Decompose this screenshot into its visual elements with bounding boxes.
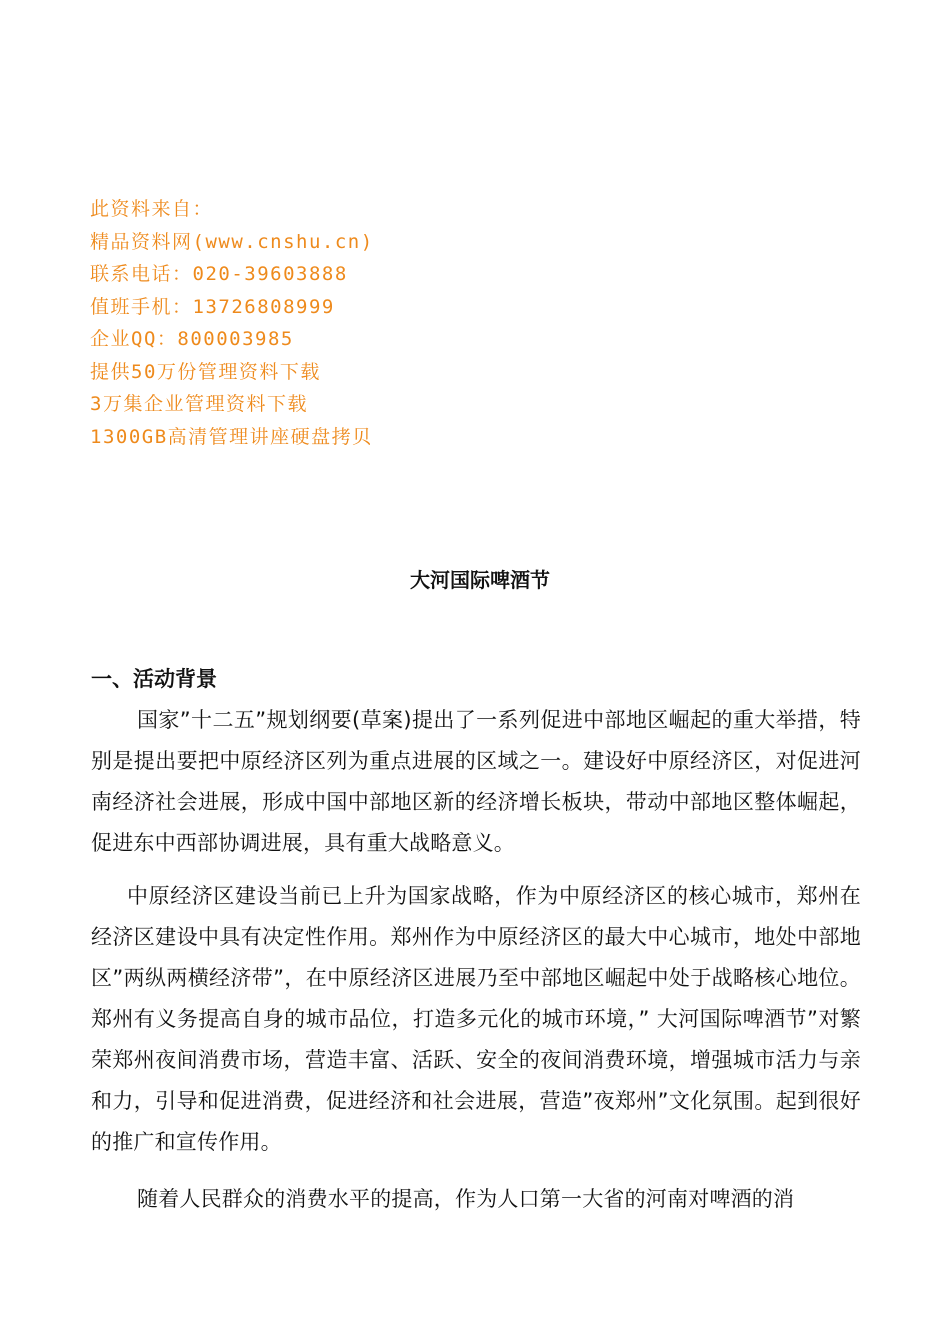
phone-line: 联系电话：020-39603888 xyxy=(90,263,348,285)
document-title: 大河国际啤酒节 xyxy=(410,568,550,592)
mobile-line: 值班手机：13726808999 xyxy=(90,295,335,318)
paragraph-2: 中原经济区建设当前已上升为国家战略，作为中原经济区的核心城市，郑州在经济区建设中具有决定性作用。郑州作为中原经济区的最大中心城市，地处中部地区”两纵两横经济带”，在中原经济区进展乃至中部地区崛起中处于战略核心地位。郑州有义务提高自身的城市品位，打造多元化的城市环境，” 大河国际啤酒节”对繁荣郑州夜间消费市场，营造丰富、活跃、安全的夜间消费环境，增强城市活力与亲和力，引导和促进消费，促进经济和社会进展，营造”夜郑州”文化氛围。起到很好的推广和宣传作用。 xyxy=(91,884,861,1154)
source-info-block xyxy=(90,193,490,453)
qq-line: 企业QQ：800003985 xyxy=(90,328,294,350)
offer-line-2: 3万集企业管理资料下载 xyxy=(90,393,308,415)
source-line: 此资料来自： xyxy=(90,198,214,220)
paragraph-1: 国家”十二五”规划纲要(草案)提出了一系列促进中部地区崛起的重大举措，特别是提出要把中原经济区列为重点进展的区域之一。建设好中原经济区，对促进河南经济社会进展，形成中国中部地区新的经济增长板块，带动中部地区整体崛起，促进东中西部协调进展，具有重大战略意义。 xyxy=(91,708,861,855)
offer-line-3: 1300GB高清管理讲座硬盘拷贝 xyxy=(90,425,373,448)
website-line: 精品资料网(www.cnshu.cn) xyxy=(90,230,374,253)
section-heading: 一、活动背景 xyxy=(91,667,217,691)
offer-line-1: 提供50万份管理资料下载 xyxy=(90,360,321,383)
paragraph-3: 随着人民群众的消费水平的提高，作为人口第一大省的河南对啤酒的消 xyxy=(137,1187,795,1211)
